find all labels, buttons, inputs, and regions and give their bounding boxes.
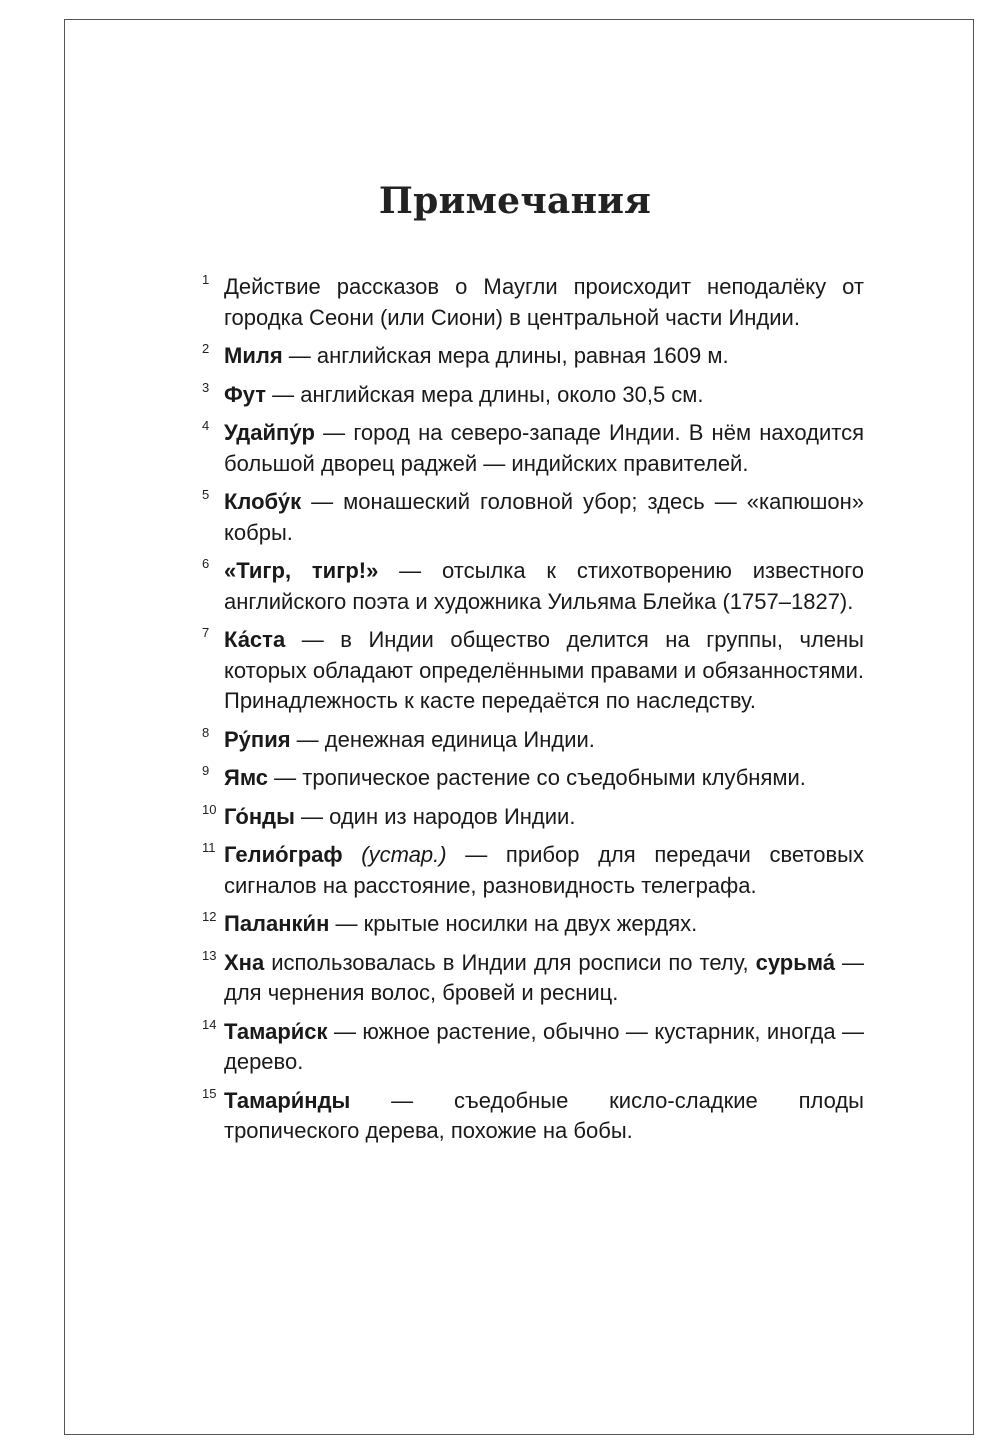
note-term: Хна [224,949,265,975]
note-text: — в Индии общество делится на группы, члены которых обладают определёнными правами и обязанностями. Принадлежность к касте передаётся по наследству. [224,627,864,713]
note-term: Тамари́нды [224,1087,351,1113]
note-number: 9 [202,763,210,778]
note-text-secondary: — для чернения волос, бровей и ресниц. [224,949,864,1005]
note-number: 15 [202,1085,217,1101]
note-italic-label: (устар.) [342,842,447,867]
note-item [202,1017,864,1078]
note-text: использовалась в Индии для росписи по телу, [264,949,756,975]
note-term: Ру́пия [224,726,291,752]
note-number: 6 [202,556,210,571]
note-term: «Тигр, тигр!» [224,558,379,583]
note-item [202,1086,864,1147]
note-term: Клобу́к [224,489,302,514]
note-item [202,625,864,717]
note-text: — один из народов Индии. [294,803,576,829]
note-text: — тропическое растение со съедобными клубнями. [268,765,806,790]
note-number: 12 [202,909,217,924]
note-term: Го́нды [224,803,295,829]
note-number: 1 [202,272,210,287]
note-term: Гелио́граф [224,842,343,867]
note-text: — крытые носилки на двух жердях. [329,911,698,936]
note-text: — отсылка к стихотворению известного английского поэта и художника Уильяма Блейка (1757–1827). [224,558,864,614]
note-number: 5 [202,487,210,502]
note-item [202,840,864,901]
note-number: 7 [202,625,210,640]
notes-list [202,272,864,1155]
note-number: 8 [202,724,210,740]
note-text: — денежная единица Индии. [290,726,595,752]
note-item [202,909,864,940]
note-text: — монашеский головной убор; здесь — «капюшон» кобры. [224,489,864,545]
note-item [202,341,864,372]
note-term: Ямс [224,765,269,790]
note-item [202,272,864,333]
note-item [202,487,864,548]
note-item [202,802,864,833]
note-item [202,763,864,794]
page-title: Примечания [378,180,652,222]
note-text: — южное растение, обычно — кустарник, иногда — дерево. [224,1018,864,1074]
note-item [202,418,864,479]
note-number: 4 [202,418,210,433]
note-number: 2 [202,341,210,356]
note-term: Паланки́н [224,911,330,936]
note-number: 3 [202,379,210,395]
note-number: 13 [202,947,217,963]
note-text: — прибор для передачи световых сигналов на расстояние, разновидность телеграфа. [224,842,864,898]
note-term: Удайпу́р [224,420,315,445]
note-term: Тамари́ск [224,1018,328,1044]
note-number: 11 [202,840,216,855]
note-item [202,380,864,411]
note-text: — город на северо-западе Индии. В нём находится большой дворец раджей — индийских правителей. [224,420,864,476]
note-number: 14 [202,1016,217,1032]
note-text: — английская мера длины, равная 1609 м. [282,343,729,368]
note-text: — съедобные кисло-сладкие плоды тропического дерева, похожие на бобы. [224,1087,864,1143]
note-item [202,556,864,617]
note-item [202,948,864,1009]
note-term-secondary: сурьма́ [755,949,835,975]
note-item [202,725,864,756]
note-number: 10 [202,801,217,817]
note-text: Действие рассказов о Маугли происходит неподалёку от городка Сеони (или Сиони) в центральной части Индии. [224,274,864,330]
note-term: Ка́ста [224,627,286,652]
note-term: Фут [224,381,267,407]
note-text: — английская мера длины, около 30,5 см. [266,381,704,407]
note-term: Миля [224,343,283,368]
